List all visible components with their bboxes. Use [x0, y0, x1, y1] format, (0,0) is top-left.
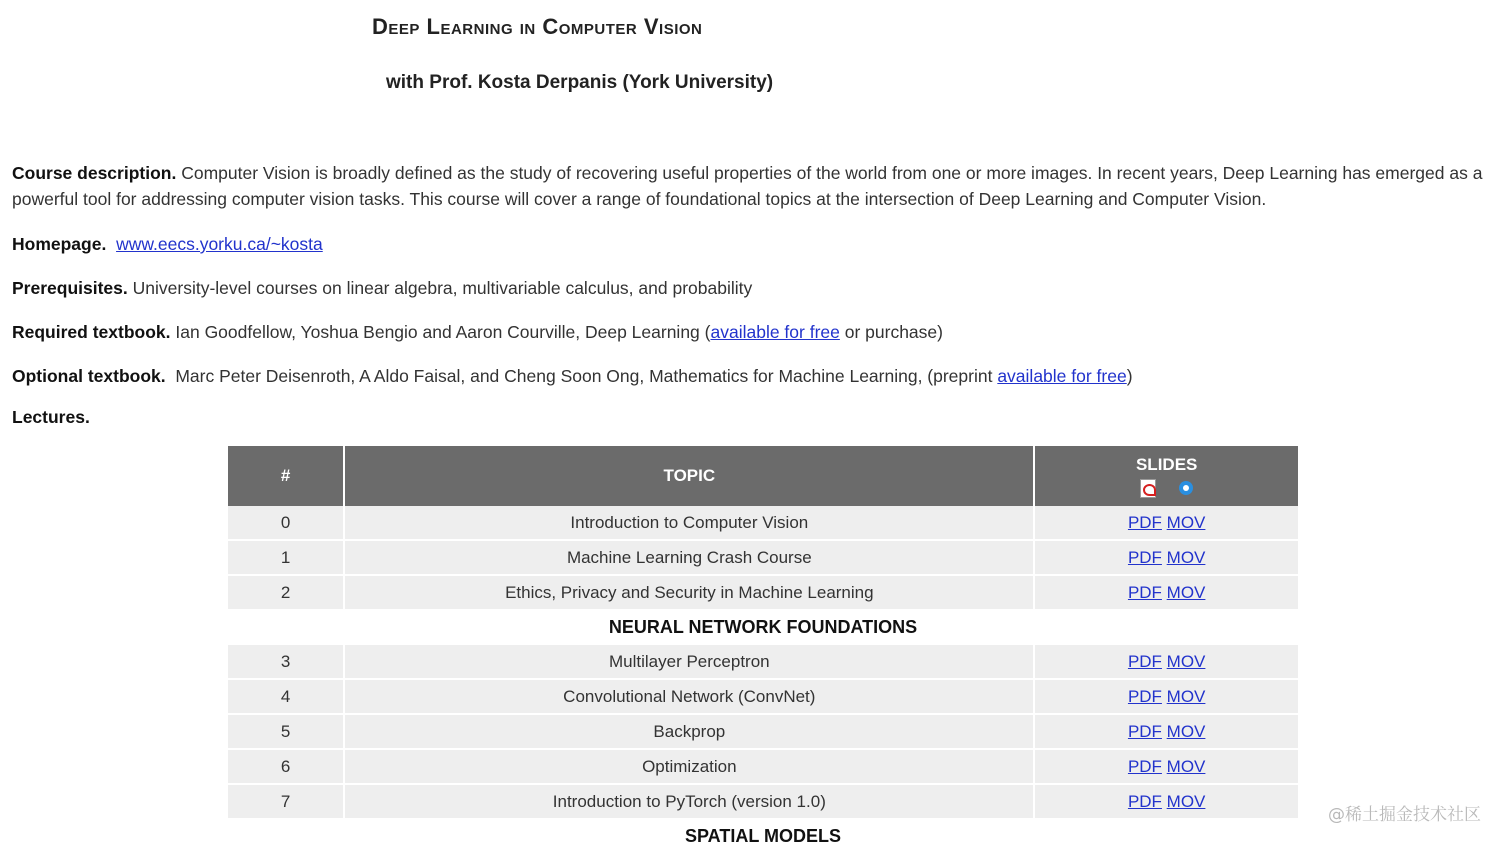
table-row — [228, 644, 1298, 679]
lecture-topic: Multilayer Perceptron — [344, 644, 1034, 679]
required-textbook-text-after: or purchase) — [839, 322, 943, 342]
lecture-slides — [1034, 679, 1298, 714]
mov-link[interactable]: MOV — [1166, 686, 1206, 706]
lecture-topic: Machine Learning Crash Course — [344, 540, 1034, 575]
page-title: Deep Learning in Computer Vision — [372, 14, 703, 39]
page-subtitle: with Prof. Kosta Derpanis (York University) — [386, 72, 774, 93]
lecture-slides — [1034, 644, 1298, 679]
table-row — [228, 506, 1298, 540]
lecture-number: 3 — [228, 644, 344, 679]
section-title: SPATIAL MODELS — [228, 819, 1298, 844]
lecture-slides — [1034, 784, 1298, 819]
homepage-link[interactable]: www.eecs.yorku.ca/~kosta — [116, 234, 323, 254]
required-textbook-link[interactable]: available for free — [710, 322, 840, 342]
lecture-topic: Backprop — [344, 714, 1034, 749]
pdf-link[interactable]: PDF — [1127, 651, 1162, 671]
optional-textbook-line — [12, 363, 1504, 389]
lecture-number: 7 — [228, 784, 344, 819]
section-row — [228, 819, 1298, 844]
optional-textbook-text-after: ) — [1126, 366, 1133, 386]
column-header-number: # — [228, 446, 344, 506]
pdf-link[interactable]: PDF — [1127, 791, 1162, 811]
lecture-topic: Convolutional Network (ConvNet) — [344, 679, 1034, 714]
lecture-rows — [228, 506, 1298, 844]
mov-link[interactable]: MOV — [1166, 512, 1206, 532]
homepage-label: Homepage. — [12, 234, 107, 254]
prerequisites-line — [12, 275, 1504, 301]
required-textbook-line — [12, 319, 1504, 345]
lecture-slides — [1034, 506, 1298, 540]
table-row — [228, 575, 1298, 610]
mov-link[interactable]: MOV — [1166, 582, 1206, 602]
lectures-table — [228, 446, 1298, 844]
lecture-number: 0 — [228, 506, 344, 540]
mov-link[interactable]: MOV — [1166, 721, 1206, 741]
table-header-row — [228, 446, 1298, 506]
lecture-number: 6 — [228, 749, 344, 784]
mov-link[interactable]: MOV — [1166, 756, 1206, 776]
table-row — [228, 540, 1298, 575]
course-description-label: Course description. — [12, 163, 177, 183]
lecture-slides — [1034, 575, 1298, 610]
optional-textbook-text: Marc Peter Deisenroth, A Aldo Faisal, and Cheng Soon Ong, Mathematics for Machine Learning, (preprint — [175, 366, 998, 386]
column-header-slides — [1034, 446, 1298, 506]
course-description — [12, 160, 1512, 212]
watermark: @稀土掘金技术社区 — [1328, 805, 1481, 825]
pdf-link[interactable]: PDF — [1127, 582, 1162, 602]
optional-textbook-link[interactable]: available for free — [997, 366, 1127, 386]
table-row — [228, 679, 1298, 714]
lecture-slides — [1034, 540, 1298, 575]
required-textbook-label: Required textbook. — [12, 322, 171, 342]
homepage-line — [12, 231, 1504, 257]
pdf-link[interactable]: PDF — [1127, 756, 1162, 776]
lecture-topic: Ethics, Privacy and Security in Machine Learning — [344, 575, 1034, 610]
lecture-number: 1 — [228, 540, 344, 575]
slide-icons — [1036, 478, 1297, 498]
pdf-icon — [1140, 479, 1156, 498]
pdf-link[interactable]: PDF — [1127, 686, 1162, 706]
lecture-topic: Optimization — [344, 749, 1034, 784]
course-description-text: Computer Vision is broadly defined as the study of recovering useful properties of the world from one or more images. In recent years, Deep Learning has emerged as a powerful tool for addressing computer vision tasks. This course will cover a range of foundational topics at the intersection of Deep Learning and Computer Vision. — [12, 163, 1483, 209]
lecture-number: 5 — [228, 714, 344, 749]
mov-link[interactable]: MOV — [1166, 651, 1206, 671]
lecture-number: 4 — [228, 679, 344, 714]
lecture-number: 2 — [228, 575, 344, 610]
lecture-slides — [1034, 714, 1298, 749]
table-row — [228, 784, 1298, 819]
pdf-link[interactable]: PDF — [1127, 547, 1162, 567]
lectures-label: Lectures. — [12, 407, 90, 427]
lecture-slides — [1034, 749, 1298, 784]
section-row — [228, 610, 1298, 644]
section-title: NEURAL NETWORK FOUNDATIONS — [228, 610, 1298, 644]
slides-header-label: SLIDES — [1135, 454, 1198, 474]
mov-link[interactable]: MOV — [1166, 791, 1206, 811]
pdf-link[interactable]: PDF — [1127, 721, 1162, 741]
prerequisites-text: University-level courses on linear algebra, multivariable calculus, and probability — [132, 278, 753, 298]
lecture-topic: Introduction to PyTorch (version 1.0) — [344, 784, 1034, 819]
lecture-topic: Introduction to Computer Vision — [344, 506, 1034, 540]
mov-icon — [1179, 481, 1193, 495]
optional-textbook-label: Optional textbook. — [12, 366, 166, 386]
pdf-link[interactable]: PDF — [1127, 512, 1162, 532]
required-textbook-text: Ian Goodfellow, Yoshua Bengio and Aaron Courville, Deep Learning ( — [175, 322, 711, 342]
prerequisites-label: Prerequisites. — [12, 278, 128, 298]
lectures-heading — [12, 404, 1504, 430]
column-header-topic: TOPIC — [344, 446, 1034, 506]
mov-link[interactable]: MOV — [1166, 547, 1206, 567]
table-row — [228, 749, 1298, 784]
table-row — [228, 714, 1298, 749]
